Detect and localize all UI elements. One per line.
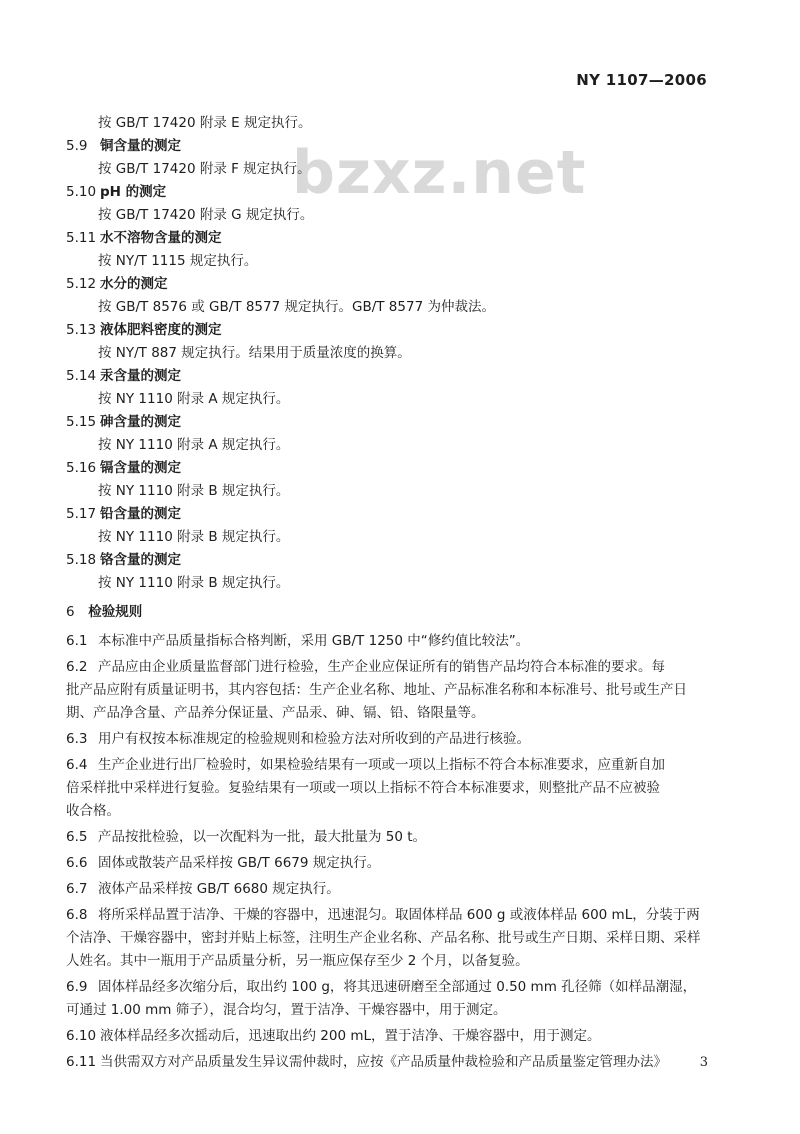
clause-text: 产品按批检验，以一次配料为一批，最大批量为 50 t。: [98, 829, 427, 845]
watermark: bzxz.net: [292, 138, 587, 208]
section-number: 5.14: [66, 368, 97, 384]
section-number: 5.17: [66, 506, 97, 522]
section-title: 镉含量的测定: [100, 460, 181, 476]
clause-text: 液体产品采样按 GB/T 6680 规定执行。: [98, 881, 340, 897]
clause-line: [66, 1051, 710, 1074]
clause-text: 将所采样品置于洁净、干燥的容器中，迅速混匀。取固体样品 600 g 或液体样品 600 mL，分装于两: [98, 907, 700, 923]
section-body: 按 GB/T 17420 附录 F 规定执行。: [98, 161, 311, 177]
section-body: 按 NY/T 887 规定执行。结果用于质量浓度的换算。: [98, 345, 411, 361]
clause-text: 可通过 1.00 mm 筛子），混合均匀，置于洁净、干燥容器中，用于测定。: [66, 1002, 507, 1018]
clause-text: 生产企业进行出厂检验时，如果检验结果有一项或一项以上指标不符合本标准要求，应重新自加: [98, 757, 665, 773]
section-title: pH 的测定: [100, 184, 167, 200]
clause-line: [66, 904, 710, 927]
clause-text: 固体样品经多次缩分后，取出约 100 g，将其迅速研磨至全部通过 0.50 mm 孔径筛（如样品潮湿，: [98, 979, 697, 995]
clause-paragraph: [66, 878, 710, 901]
section-body: 按 NY/T 1115 规定执行。: [98, 253, 258, 269]
clause-number: 6.5: [66, 829, 88, 845]
section-body: 按 GB/T 8576 或 GB/T 8577 规定执行。GB/T 8577 为仲裁法。: [98, 299, 495, 315]
continuation-line: 按 GB/T 17420 附录 E 规定执行。: [98, 115, 312, 131]
clause-text: 倍采样批中采样进行复验。复验结果有一项或一项以上指标不符合本标准要求，则整批产品不应被验: [66, 780, 660, 796]
clause-text: 当供需双方对产品质量发生异议需仲裁时，应按《产品质量仲裁检验和产品质量鉴定管理办法》: [100, 1054, 667, 1070]
clause-line: [66, 728, 710, 751]
clause-text: 液体样品经多次摇动后，迅速取出约 200 mL，置于洁净、干燥容器中，用于测定。: [100, 1028, 601, 1044]
chapter-6-heading: [66, 601, 710, 624]
clause-paragraph: [66, 754, 710, 823]
clause-paragraph: [66, 656, 710, 725]
clause-paragraph: [66, 728, 710, 751]
section-body: 按 NY 1110 附录 A 规定执行。: [98, 391, 290, 407]
clause-line: [66, 754, 710, 777]
chapter-number: 6: [66, 604, 75, 620]
clause-number: 6.2: [66, 659, 88, 675]
clause-line: [66, 777, 710, 800]
clause-text: 本标准中产品质量指标合格判断，采用 GB/T 1250 中“修约值比较法”。: [98, 633, 530, 649]
clause-text: 期、产品净含量、产品养分保证量、产品汞、砷、镉、铅、铬限量等。: [66, 705, 485, 721]
clause-paragraph: [66, 630, 710, 653]
section-number: 5.11: [66, 230, 97, 246]
clause-text: 用户有权按本标准规定的检验规则和检验方法对所收到的产品进行核验。: [98, 731, 530, 747]
clause-line: [66, 950, 710, 973]
clause-number: 6.4: [66, 757, 88, 773]
section-heading: [66, 549, 710, 572]
chapter-title: 检验规则: [88, 604, 143, 620]
section-heading: [66, 273, 710, 296]
section-title: 铜含量的测定: [100, 138, 181, 154]
clause-number: 6.11: [66, 1054, 97, 1070]
section-title: 铬含量的测定: [100, 552, 181, 568]
clause-line: [66, 826, 710, 849]
document-body: [66, 112, 710, 1077]
section-body: 按 NY 1110 附录 A 规定执行。: [98, 437, 290, 453]
clause-line: [66, 679, 710, 702]
section-number: 5.18: [66, 552, 97, 568]
clause-text: 个洁净、干燥容器中，密封并贴上标签，注明生产企业名称、产品名称、批号或生产日期、采样日期、采样: [66, 930, 701, 946]
section-heading: [66, 411, 710, 434]
clause-number: 6.1: [66, 633, 88, 649]
section-title: 水分的测定: [100, 276, 168, 292]
section-heading: [66, 227, 710, 250]
section-number: 5.13: [66, 322, 97, 338]
section-body: 按 NY 1110 附录 B 规定执行。: [98, 483, 290, 499]
clause-text: 产品应由企业质量监督部门进行检验，生产企业应保证所有的销售产品均符合本标准的要求。每: [98, 659, 665, 675]
section-heading: [66, 319, 710, 342]
clause-line: [66, 630, 710, 653]
section-body: 按 NY 1110 附录 B 规定执行。: [98, 575, 290, 591]
clause-line: [66, 999, 710, 1022]
section-body: 按 GB/T 17420 附录 G 规定执行。: [98, 207, 314, 223]
standard-number-header: NY 1107—2006: [576, 71, 707, 89]
clause-paragraph: [66, 976, 710, 1022]
section-heading: [66, 181, 710, 204]
clause-line: [66, 852, 710, 875]
section-body: 按 NY 1110 附录 B 规定执行。: [98, 529, 290, 545]
section-number: 5.12: [66, 276, 97, 292]
clause-text: 收合格。: [66, 803, 120, 819]
clause-paragraph: [66, 1025, 710, 1048]
section-5-list: [66, 135, 710, 595]
section-number: 5.10: [66, 184, 97, 200]
clause-line: [66, 800, 710, 823]
section-number: 5.15: [66, 414, 97, 430]
section-heading: [66, 457, 710, 480]
clause-text: 批产品应附有质量证明书，其内容包括：生产企业名称、地址、产品标准名称和本标准号、批号或生产日: [66, 682, 687, 698]
section-title: 液体肥料密度的测定: [100, 322, 222, 338]
clause-line: [66, 656, 710, 679]
clause-number: 6.10: [66, 1028, 97, 1044]
section-heading: [66, 365, 710, 388]
section-6-list: [66, 630, 710, 1074]
clause-text: 人姓名。其中一瓶用于产品质量分析，另一瓶应保存至少 2 个月，以备复验。: [66, 953, 529, 969]
section-title: 砷含量的测定: [100, 414, 181, 430]
section-title: 汞含量的测定: [100, 368, 181, 384]
clause-paragraph: [66, 826, 710, 849]
clause-line: [66, 976, 710, 999]
section-number: 5.9: [66, 138, 88, 154]
clause-number: 6.8: [66, 907, 88, 923]
clause-number: 6.6: [66, 855, 88, 871]
page-number: 3: [699, 1055, 708, 1070]
section-number: 5.16: [66, 460, 97, 476]
clause-text: 固体或散装产品采样按 GB/T 6679 规定执行。: [98, 855, 381, 871]
section-title: 铅含量的测定: [100, 506, 181, 522]
clause-line: [66, 1025, 710, 1048]
section-title: 水不溶物含量的测定: [100, 230, 222, 246]
clause-number: 6.7: [66, 881, 88, 897]
clause-paragraph: [66, 852, 710, 875]
clause-line: [66, 702, 710, 725]
clause-line: [66, 927, 710, 950]
clause-line: [66, 878, 710, 901]
clause-paragraph: [66, 904, 710, 973]
clause-paragraph: [66, 1051, 710, 1074]
section-heading: [66, 503, 710, 526]
section-heading: [66, 135, 710, 158]
clause-number: 6.3: [66, 731, 88, 747]
clause-number: 6.9: [66, 979, 88, 995]
